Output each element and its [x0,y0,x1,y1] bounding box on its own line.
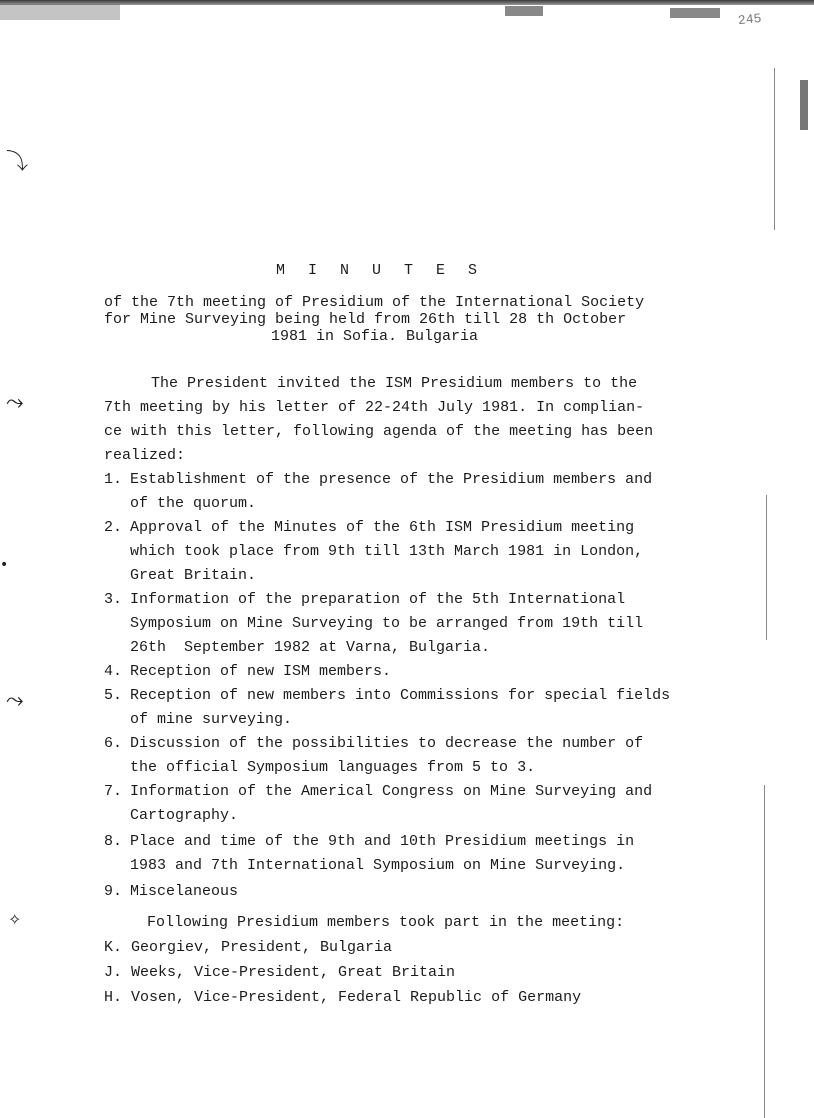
agenda-line: of mine surveying. [130,711,293,728]
page-edge-line [774,68,775,230]
agenda-text [130,660,391,684]
agenda-text [130,830,634,878]
agenda-line: Cartography. [130,807,239,824]
minutes-body [104,372,670,1010]
document-title: M I N U T E S [275,262,485,279]
agenda-item [104,468,670,516]
agenda-text [130,516,643,588]
intro-line: ce with this letter, following agenda of the meeting has been [104,423,654,440]
page-edge-line [766,495,767,640]
agenda-line: which took place from 9th till 13th March 1981 in London, [130,543,644,560]
intro-line: The President invited the ISM Presidium members to the [151,375,638,392]
agenda-number: 4. [104,663,123,680]
scan-smudge [670,8,720,18]
agenda-item [104,660,670,684]
intro-line: 7th meeting by his letter of 22-24th July 1981. In complian- [104,399,645,416]
scan-top-edge [0,0,814,5]
agenda-number: 5. [104,687,123,704]
agenda-line: Reception of new ISM members. [130,663,392,680]
agenda-line: 1983 and 7th International Symposium on Mine Surveying. [130,857,626,874]
subtitle-line: for Mine Surveying being held from 26th till 28 th October [104,311,627,328]
punch-hole-mark: ⤵ [6,150,29,175]
agenda-number: 6. [104,735,123,752]
agenda-item [104,732,670,780]
agenda-list [104,468,670,904]
agenda-text [130,880,238,904]
agenda-line: Reception of new members into Commissions for special fields [130,687,671,704]
participants-intro: Following Presidium members took part in the meeting: [147,914,625,931]
agenda-number: 3. [104,591,123,608]
punch-hole-mark: ⤳ [6,390,24,415]
agenda-line: the official Symposium languages from 5 to 3. [130,759,536,776]
agenda-line: Information of the preparation of the 5th International [130,591,626,608]
subtitle-line: 1981 in Sofia. Bulgaria [271,328,479,345]
agenda-line: Miscelaneous [130,883,239,900]
agenda-text [130,780,652,828]
agenda-text [130,732,643,780]
agenda-line: Great Britain. [130,567,257,584]
agenda-item [104,780,670,828]
document-subtitle [104,294,644,345]
agenda-text [130,588,643,660]
agenda-item [104,516,670,588]
agenda-line: Information of the Americal Congress on Mine Surveying and [130,783,653,800]
agenda-item [104,880,670,904]
scan-smudge [505,6,543,16]
agenda-line: Discussion of the possibilities to decrease the number of [130,735,644,752]
participant-line: H. Vosen, Vice-President, Federal Republic of Germany [104,989,582,1006]
agenda-line: Place and time of the 9th and 10th Presidium meetings in [130,833,635,850]
agenda-line: Establishment of the presence of the Presidium members and [130,471,653,488]
participants-section [104,910,670,1010]
agenda-item [104,684,670,732]
agenda-number: 9. [104,883,123,900]
agenda-line: Symposium on Mine Surveying to be arranged from 19th till [130,615,644,632]
agenda-line: 26th September 1982 at Varna, Bulgaria. [130,639,491,656]
agenda-number: 7. [104,783,123,800]
agenda-text [130,684,670,732]
punch-hole-mark: ⤳ [6,688,24,713]
participant-line: J. Weeks, Vice-President, Great Britain [104,964,456,981]
subtitle-line: of the 7th meeting of Presidium of the International Society [104,294,645,311]
agenda-item [104,588,670,660]
punch-hole-mark: ✧ [8,910,22,929]
agenda-text [130,468,652,516]
agenda-line: of the quorum. [130,495,257,512]
agenda-line: Approval of the Minutes of the 6th ISM Presidium meeting [130,519,635,536]
agenda-number: 2. [104,519,123,536]
scan-smudge [800,80,808,130]
page-number: 245 [737,10,763,29]
agenda-number: 1. [104,471,123,488]
agenda-item [104,830,670,878]
page-edge-line [764,785,765,1118]
participant-line: K. Georgiev, President, Bulgaria [104,939,393,956]
intro-line: realized: [104,447,186,464]
scan-smudge [0,4,120,20]
punch-hole-mark: • [0,557,9,573]
agenda-number: 8. [104,833,123,850]
